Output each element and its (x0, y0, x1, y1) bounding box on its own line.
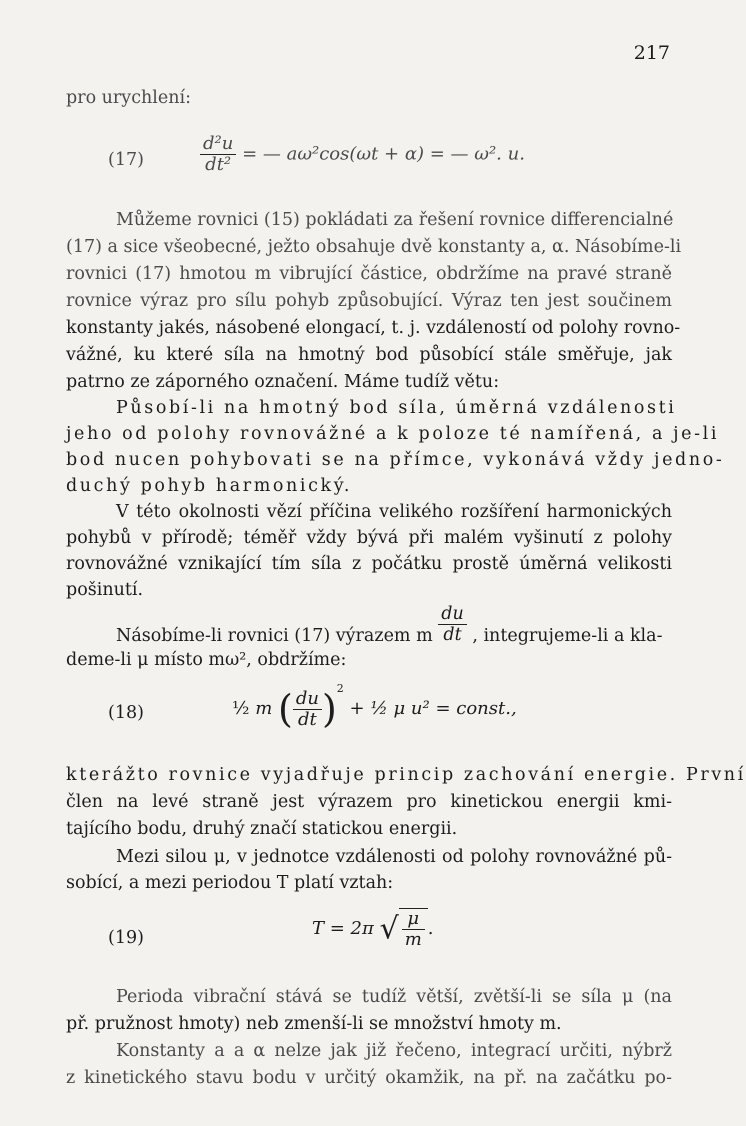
equation-number-18: (18) (108, 703, 144, 723)
text-line: pro urychlení: (66, 88, 191, 108)
fraction-du-dt: $\frac{du}{dt}$ (293, 689, 322, 730)
text-line: z kinetického stavu bodu v určitý okamžik, na př. na začátku po- (66, 1068, 672, 1088)
text-line: pohybů v přírodě; téměř vždy bývá při malém vyšinutí z polohy (66, 528, 672, 548)
equation-17: $\frac{\text{d²u}}{\text{dt²}}$ = — aω²cos(ωt + α) = — ω². u. (200, 134, 525, 175)
equation-19: T = 2π √ $\frac{\mu}{m}$ . (312, 908, 434, 950)
theorem-line: duchý pohyb harmonický. (66, 476, 353, 496)
text-line: Můžeme rovnici (15) pokládati za řešení rovnice differencialné (116, 210, 674, 230)
text-line: Mezi silou μ, v jednotce vzdálenosti od polohy rovnovážné pů- (116, 847, 672, 867)
theorem-line: Působí-li na hmotný bod síla, úměrná vzdálenosti (116, 398, 677, 418)
text-line: patrno ze záporného označení. Máme tudíž větu: (66, 372, 500, 392)
text-line: (17) a sice všeobecné, ježto obsahuje dvě konstanty a, α. Násobíme-li (66, 237, 682, 257)
text-line: Perioda vibrační stává se tudíž větší, zvětší-li se síla μ (na (116, 987, 672, 1007)
sqrt-sign: √ (379, 911, 399, 947)
text-line: deme-li μ místo mω², obdržíme: (66, 650, 347, 670)
fraction-du-dt: $\frac{du}{dt}$ (438, 604, 466, 645)
text-line: vážné, ku které síla na hmotný bod působící stále směřuje, jak (66, 345, 672, 365)
text-line: V této okolnosti vězí příčina velikého rozšíření harmonických (116, 502, 672, 522)
equation-18: ½ m ( $\frac{du}{dt}$ )$^2$ + ½ μ u² = const., (232, 682, 517, 731)
fraction-mu-m: $\frac{\mu}{m}$ (402, 909, 425, 950)
theorem-line: bod nucen pohybovati se na přímce, vykonává vždy jedno- (66, 450, 725, 470)
equation-number-17: (17) (108, 150, 144, 170)
text-line: Konstanty a a α nelze jak již řečeno, integrací určiti, nýbrž (116, 1041, 672, 1061)
text-line: rovnovážné vznikající tím síla z počátku prostě úměrná velikosti (66, 554, 672, 574)
fraction: $\frac{\text{d²u}}{\text{dt²}}$ (200, 134, 236, 175)
text-line-with-fraction: Násobíme-li rovnici (17) výrazem m $\frac{du}{dt}$ , integrujeme-li a kla- (116, 604, 663, 646)
text-line: př. pružnost hmoty) neb zmenší-li se množství hmoty m. (66, 1014, 562, 1034)
text-line: sobící, a mezi periodou T platí vztah: (66, 873, 394, 893)
text-line: pošinutí. (66, 580, 144, 600)
text-line: rovnice výraz pro sílu pohyb způsobující. Výraz ten jest součinem (66, 291, 672, 311)
theorem-line: jeho od polohy rovnovážné a k poloze té namířená, a je-li (66, 424, 720, 444)
equation-number-19: (19) (108, 928, 144, 948)
text-line: rovnici (17) hmotou m vibrující částice, obdržíme na pravé straně (66, 264, 672, 284)
text-line: tajícího bodu, druhý značí statickou energii. (66, 819, 458, 839)
text-line: člen na levé straně jest výrazem pro kinetickou energii kmi- (66, 792, 672, 812)
page-number: 217 (633, 42, 670, 64)
text-line: kterážto rovnice vyjadřuje princip zachování energie. První (66, 765, 746, 785)
text-line: konstanty jakés, násobené elongací, t. j. vzdáleností od polohy rovno- (66, 318, 681, 338)
